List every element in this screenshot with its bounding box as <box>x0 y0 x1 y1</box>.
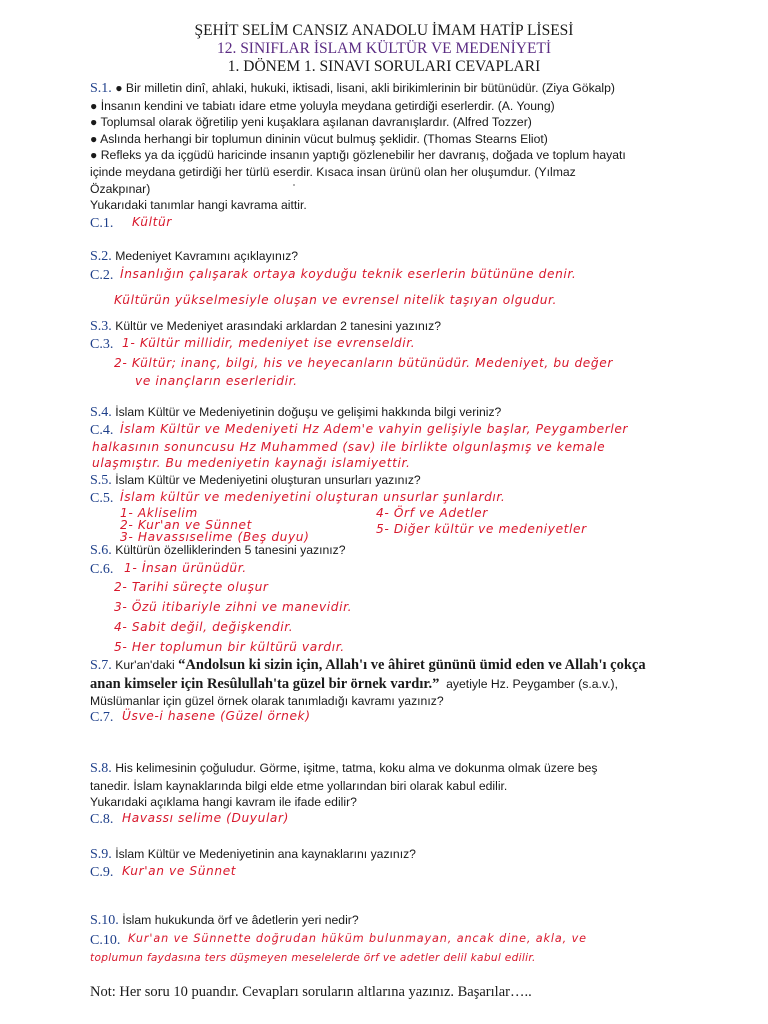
list-item: 4- Sabit değil, değişkendir. <box>114 620 294 634</box>
question-text: ● Bir milletin dinî, ahlaki, hukuki, iktisadi, lisani, akli birikimlerinin bir bütünüdür. (Ziya Gökalp) <box>115 81 615 95</box>
list-item: 3- Havassıselime (Beş duyu) <box>120 530 310 544</box>
question-9 <box>90 846 670 864</box>
answer-10 <box>90 931 120 949</box>
question-text: ● Refleks ya da içgüdü haricinde insanın yaptığı gözlenebilir her davranış, doğada ve toplum hayatı <box>90 148 626 163</box>
question-4 <box>90 404 670 422</box>
answer-label: C.8. <box>90 812 114 827</box>
question-text: His kelimesinin çoğuludur. Görme, işitme, tatma, koku alma ve dokunma olmak üzere beş <box>115 761 598 775</box>
handwritten-answer: 1- Kültür millidir, medeniyet ise evrenseldir. <box>122 336 416 350</box>
question-label: S.3. <box>90 319 112 334</box>
answer-9 <box>90 863 113 881</box>
handwritten-answer: toplumun faydasına ters düşmeyen meselelerde örf ve adetler delil kabul edilir. <box>90 952 536 964</box>
answer-label: C.4. <box>90 423 114 438</box>
question-label: S.1. <box>90 81 112 96</box>
document-header <box>0 22 768 76</box>
question-text: Kültürün özelliklerinden 5 tanesini yazınız? <box>115 543 346 557</box>
list-item: 3- Özü itibariyle zihni ve manevidir. <box>114 600 353 614</box>
question-text: Kur'an'daki <box>115 658 175 672</box>
answer-6 <box>90 560 113 578</box>
list-item: 2- Kur'an ve Sünnet <box>120 518 253 532</box>
question-label: S.6. <box>90 543 112 558</box>
answer-label: C.7. <box>90 710 114 725</box>
handwritten-answer: 2- Kültür; inanç, bilgi, his ve heyecanların bütünüdür. Medeniyet, bu değer <box>114 356 613 370</box>
question-text: Özakpınar) <box>90 181 151 196</box>
list-item: 1- İnsan ürünüdür. <box>124 561 247 575</box>
footer-note: Not: Her soru 10 puandır. Cevapları soruların altlarına yazınız. Başarılar….. <box>90 984 532 1000</box>
question-label: S.9. <box>90 847 112 862</box>
question-text: ● Aslında herhangi bir toplumun dininin vücut bulmuş şeklidir. (Thomas Stearns Eliot) <box>90 131 548 146</box>
handwritten-answer: İnsanlığın çalışarak ortaya koyduğu teknik eserlerin bütününe denir. <box>120 267 577 281</box>
list-item: 5- Her toplumun bir kültürü vardır. <box>114 640 345 654</box>
answer-3 <box>90 335 113 353</box>
handwritten-answer: ulaşmıştır. Bu medeniyetin kaynağı islamiyettir. <box>92 456 411 470</box>
answer-7 <box>90 708 113 726</box>
answer-label: C.3. <box>90 337 114 352</box>
question-text: ● İnsanın kendini ve tabiatı idare etme yoluyla meydana getirdiği eserlerdir. (A. Young) <box>90 98 555 113</box>
question-text: ayetiyle Hz. Peygamber (s.a.v.), <box>446 677 618 691</box>
question-text: Yukarıdaki açıklama hangi kavram ile ifade edilir? <box>90 795 357 810</box>
answer-8 <box>90 810 113 828</box>
verse-quote: “Andolsun ki sizin için, Allah'ı ve âhiret gününü ümid eden ve Allah'ı çokça <box>178 657 646 673</box>
question-text: Yukarıdaki tanımlar hangi kavrama aittir. <box>90 198 307 213</box>
handwritten-answer: İslam Kültür ve Medeniyeti Hz Adem'e vahyin gelişiyle başlar, Peygamberler <box>120 422 629 436</box>
question-label: S.5. <box>90 473 112 488</box>
question-text: tanedir. İslam kaynaklarında bilgi elde etme yollarından biri olarak kabul edilir. <box>90 778 508 793</box>
handwritten-answer: Üsve-i hasene (Güzel örnek) <box>122 709 311 723</box>
question-text: İslam Kültür ve Medeniyetini oluşturan unsurları yazınız? <box>115 473 421 487</box>
answer-5 <box>90 489 113 507</box>
question-text: İslam Kültür ve Medeniyetinin ana kaynaklarını yazınız? <box>115 847 416 861</box>
list-item: 5- Diğer kültür ve medeniyetler <box>376 522 587 536</box>
answer-4 <box>90 421 113 439</box>
answer-label: C.1. <box>90 216 114 231</box>
question-7 <box>90 656 690 710</box>
question-label: S.4. <box>90 405 112 420</box>
list-item: 1- Akliselim <box>120 506 198 520</box>
question-label: S.8. <box>90 761 112 776</box>
exam-title: 1. DÖNEM 1. SINAVI SORULARI CEVAPLARI <box>227 58 541 75</box>
question-text: İslam Kültür ve Medeniyetinin doğuşu ve gelişimi hakkında bilgi veriniz? <box>115 405 502 419</box>
list-item: 4- Örf ve Adetler <box>376 506 488 520</box>
handwritten-answer: halkasının sonuncusu Hz Muhammed (sav) ile birlikte olgunlaşmış ve kemale <box>92 440 606 454</box>
question-text: Müslümanlar için güzel örnek olarak tanımladığı kavramı yazınız? <box>90 694 444 708</box>
question-label: S.2. <box>90 249 112 264</box>
question-5 <box>90 472 670 490</box>
question-2 <box>90 248 670 266</box>
handwritten-answer: Kur'an ve Sünnette doğrudan hüküm bulunmayan, ancak dine, akla, ve <box>128 932 587 945</box>
question-6 <box>90 542 670 560</box>
question-8 <box>90 760 690 811</box>
handwritten-answer: Kur'an ve Sünnet <box>122 864 237 878</box>
question-text: İslam hukukunda örf ve âdetlerin yeri nedir? <box>122 913 359 927</box>
answer-label: C.5. <box>90 491 114 506</box>
answer-label: C.10. <box>90 933 121 948</box>
answer-label: C.6. <box>90 562 114 577</box>
answer-label: C.2. <box>90 268 114 283</box>
question-label: S.10. <box>90 913 119 928</box>
ink-dot <box>293 184 295 186</box>
handwritten-answer: ve inançların eserleridir. <box>135 374 298 388</box>
handwritten-answer: Havassı selime (Duyular) <box>122 811 289 825</box>
answer-2 <box>90 266 113 284</box>
answer-label: C.9. <box>90 865 114 880</box>
handwritten-answer: İslam kültür ve medeniyetini oluşturan unsurlar şunlardır. <box>120 490 506 504</box>
question-10 <box>90 912 670 930</box>
handwritten-answer: Kültürün yükselmesiyle oluşan ve evrensel nitelik taşıyan olgudur. <box>114 293 558 307</box>
course-title: 12. SINIFLAR İSLAM KÜLTÜR VE MEDENİYETİ <box>216 40 552 57</box>
list-item: 2- Tarihi süreçte oluşur <box>114 580 269 594</box>
question-text: Kültür ve Medeniyet arasındaki arklardan 2 tanesini yazınız? <box>115 319 442 333</box>
verse-quote: anan kimseler için Resûlullah'ta güzel bir örnek vardır.” <box>90 676 440 692</box>
answer-1 <box>90 214 113 232</box>
question-1 <box>90 80 670 214</box>
question-label: S.7. <box>90 658 112 673</box>
question-text: ● Toplumsal olarak öğretilip yeni kuşaklara aşılanan davranışlardır. (Alfred Tozzer) <box>90 115 532 130</box>
handwritten-answer: Kültür <box>132 215 172 229</box>
question-text: içinde meydana getirdiği her türlü eserdir. Kısaca insan ürünü olan her oluşumdur. (Yılmaz <box>90 164 576 179</box>
question-text: Medeniyet Kavramını açıklayınız? <box>115 249 299 263</box>
school-name: ŞEHİT SELİM CANSIZ ANADOLU İMAM HATİP LİSESİ <box>194 22 574 39</box>
question-3 <box>90 318 670 336</box>
